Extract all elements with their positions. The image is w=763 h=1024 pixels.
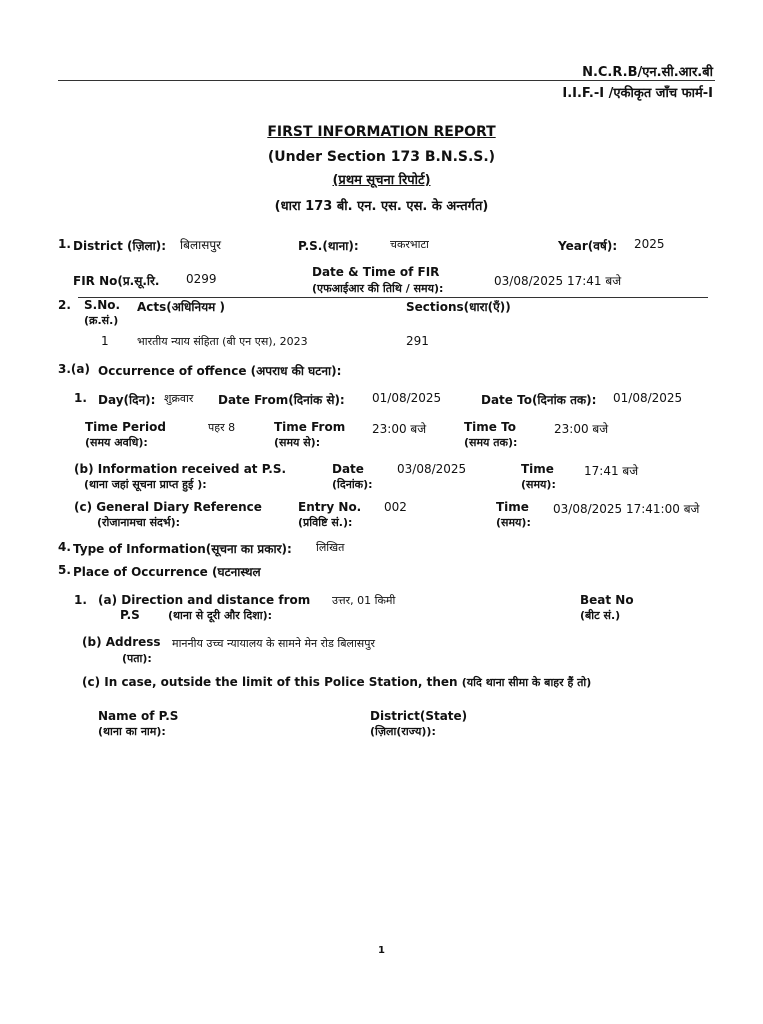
address-value: माननीय उच्च न्यायालय के सामने मेन रोड बिलासपुर — [172, 637, 375, 650]
direction-value: उत्तर, 01 किमी — [332, 594, 396, 607]
outside-limit-label — [82, 675, 591, 690]
info-date-label: Date — [332, 462, 364, 476]
gd-ref-label: (c) General Diary Reference — [74, 500, 262, 514]
fir-datetime-value: 03/08/2025 17:41 बजे — [494, 274, 622, 288]
fir-value: 0299 — [186, 272, 217, 286]
fir-label: FIR No(प्र.सू.रि. — [73, 274, 160, 288]
gd-time-label-hindi: (समय): — [496, 516, 531, 529]
year-value: 2025 — [634, 237, 665, 251]
beat-no-label: Beat No — [580, 593, 634, 607]
day-label: Day(दिन): — [98, 393, 156, 407]
date-to-label: Date To(दिनांक तक): — [481, 393, 597, 407]
s2-number: 2. — [58, 298, 71, 312]
entry-no-value: 002 — [384, 500, 407, 514]
info-time-label-hindi: (समय): — [521, 478, 556, 491]
s5-number: 5. — [58, 563, 71, 577]
s4-number: 4. — [58, 540, 71, 554]
s3-number: 3.(a) — [58, 362, 90, 376]
report-title: FIRST INFORMATION REPORT — [267, 124, 496, 140]
year-label: Year(वर्ष): — [558, 239, 618, 253]
report-title-hindi: (प्रथम सूचना रिपोर्ट) — [332, 173, 431, 188]
date-to-value: 01/08/2025 — [613, 391, 683, 405]
place-label: Place of Occurrence (घटनास्थल — [73, 565, 261, 579]
page-number: 1 — [378, 945, 385, 956]
act-row-sno: 1 — [101, 334, 109, 348]
time-from-value: 23:00 बजे — [372, 422, 427, 436]
entry-no-label: Entry No. — [298, 500, 362, 514]
direction-label: (a) Direction and distance from — [98, 593, 311, 607]
outside-limit-label-hindi: (यदि थाना सीमा के बाहर हैं तो) — [461, 676, 592, 689]
outside-limit-label-en: (c) In case, outside the limit of this Police Station, then — [82, 675, 458, 689]
ps-value: चकरभाटा — [390, 238, 429, 251]
ps-label: P.S.(थाना): — [298, 239, 359, 253]
day-number: 1. — [74, 391, 87, 405]
district-value: बिलासपुर — [180, 238, 222, 252]
info-date-label-hindi: (दिनांक): — [332, 478, 373, 491]
district-state-label: District(State) — [370, 709, 468, 723]
time-to-label: Time To — [464, 420, 516, 434]
header-rule — [58, 80, 715, 81]
info-date-value: 03/08/2025 — [397, 462, 467, 476]
address-label: (b) Address — [82, 635, 161, 649]
ps-name-label: Name of P.S — [98, 709, 179, 723]
s1-number: 1. — [58, 237, 71, 251]
sno-header-hindi: (क्र.सं.) — [84, 314, 119, 327]
direction-label-hindi: (थाना से दूरी और दिशा): — [168, 609, 272, 622]
gd-time-value: 03/08/2025 17:41:00 बजे — [553, 502, 700, 516]
iif-label: I.I.F.-I /एकीकृत जाँच फार्म-I — [562, 86, 713, 101]
date-from-label: Date From(दिनांक से): — [218, 393, 345, 407]
date-from-value: 01/08/2025 — [372, 391, 442, 405]
occurrence-title: Occurrence of offence (अपराध की घटना): — [98, 364, 342, 378]
info-type-label: Type of Information(सूचना का प्रकार): — [73, 542, 292, 556]
act-row-act: भारतीय न्याय संहिता (बी एन एस), 2023 — [137, 335, 308, 348]
time-period-label: Time Period — [85, 420, 166, 434]
act-row-section: 291 — [406, 334, 429, 348]
time-to-value: 23:00 बजे — [554, 422, 609, 436]
sno-header: S.No. — [84, 298, 121, 312]
time-period-value: पहर 8 — [208, 421, 236, 434]
gd-time-label: Time — [496, 500, 529, 514]
time-from-label-hindi: (समय से): — [274, 436, 321, 449]
fir-datetime-label: Date & Time of FIR — [312, 265, 440, 279]
info-type-value: लिखित — [316, 541, 345, 554]
address-label-hindi: (पता): — [122, 652, 152, 665]
ps-name-label-hindi: (थाना का नाम): — [98, 725, 166, 738]
district-label: District (ज़िला): — [73, 239, 167, 253]
acts-header: Acts(अधिनियम ) — [137, 300, 225, 314]
fir-datetime-label-hindi: (एफआईआर की तिथि / समय): — [312, 282, 444, 295]
district-state-label-hindi: (ज़िला(राज्य)): — [370, 725, 436, 738]
gd-ref-label-hindi: (रोजानामचा संदर्भ): — [97, 516, 181, 529]
beat-no-label-hindi: (बीट सं.) — [580, 609, 621, 622]
info-received-label: (b) Information received at P.S. — [74, 462, 287, 476]
entry-no-label-hindi: (प्रविष्टि सं.): — [298, 516, 353, 529]
day-value: शुक्रवार — [164, 392, 194, 405]
info-time-value: 17:41 बजे — [584, 464, 639, 478]
info-time-label: Time — [521, 462, 554, 476]
sections-header: Sections(धारा(एँ)) — [406, 300, 511, 314]
time-to-label-hindi: (समय तक): — [464, 436, 518, 449]
report-subtitle: (Under Section 173 B.N.S.S.) — [267, 149, 496, 165]
report-subtitle-hindi: (धारा 173 बी. एन. एस. एस. के अन्तर्गत) — [274, 199, 489, 214]
direction-number: 1. — [74, 593, 87, 607]
time-from-label: Time From — [274, 420, 346, 434]
direction-label-ps: P.S — [120, 608, 140, 622]
time-period-label-hindi: (समय अवधि): — [85, 436, 148, 449]
ncrb-label: N.C.R.B/एन.सी.आर.बी — [582, 65, 713, 80]
info-received-label-hindi: (थाना जहां सूचना प्राप्त हुई ): — [84, 478, 207, 491]
